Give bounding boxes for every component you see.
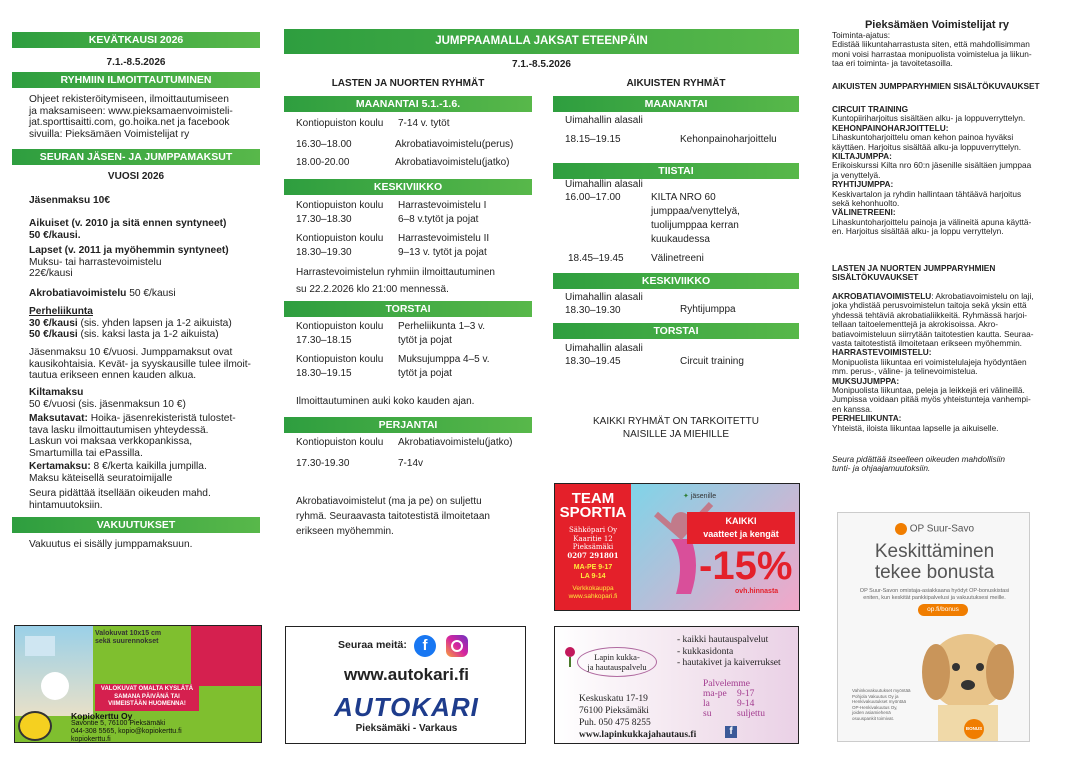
ryhmiin-text: Ohjeet rekisteröitymiseen, ilmoittautumiseen ja maksamiseen: www.pieksamaenvoimisteli- jat.sporttisaitti.com, go.hoika.net ja facebook sivuilla: Pieksämäen Voimistelijat ry xyxy=(29,94,233,140)
m-place: Kontiopuiston koulu xyxy=(296,118,384,129)
lasten-desc-header: LASTEN JA NUORTEN JUMPPARYHMIEN SISÄLTÖKUVAUKSET xyxy=(832,263,996,283)
lasten-desc-list: AKROBATIAVOIMISTELU: Akrobatiavoimistelu on laji, joka yhdistää perusvoimistelun taitoja sekä yksin että yhdessä tehtäviä akrobatialiikkeitä. Ryhmässä harjoi- tellaan taitoelementtejä ja akrokisoissa. Akro- batiavoimisteluun siirrytään taitotestien kautta. Seuraa- vasta taitotestistä ilmoitetaan erikseen myöhemmin. HARRASTEVOIMISTELU: Monipuolista liikuntaa eri voimistelulajeja hyödyntäen mm. perus-, väline- ja telinevoimistelua. MUKSUJUMPPA: Monipuolista liikuntaa, peleja ja leikkejä eri välineillä. Jumpissa voidaan pitää myös yhteistunteja vanhempi- en kanssa. PERHELIIKUNTA: Yhteistä, iloista liikuntaa lapselle ja aikuiselle. xyxy=(832,291,1034,433)
autokari-places: Pieksämäki - Varkaus xyxy=(355,723,458,734)
aikuiset-fee: Aikuiset (v. 2010 ja sitä ennen syntyneet) 50 €/kausi. xyxy=(29,218,227,241)
kevatkausi-header: KEVÄTKAUSI 2026 xyxy=(12,32,260,48)
perjantai-bar: PERJANTAI xyxy=(284,417,532,433)
sportia-logo: TEAM SPORTIA xyxy=(559,490,627,521)
kiltamaksu: Kiltamaksu 50 €/vuosi (sis. jäsenmaksun 10 €) xyxy=(29,387,186,410)
ad-autokari[interactable] xyxy=(285,626,526,744)
kopio-promo: VALOKUVAT OMALTA KYSLÄTÄ SAMANA PÄIVÄNÄ TAI VIIMEISTÄÄN HUOMENNA! xyxy=(95,684,199,711)
a-maanantai-bar: MAANANTAI xyxy=(553,96,799,112)
a-t-class2: Välinetreeni xyxy=(651,253,704,264)
autokari-logo: AUTOKARI xyxy=(334,692,479,722)
maanantai-bar: MAANANTAI 5.1.-1.6. xyxy=(284,96,532,112)
kaikki-note: KAIKKI RYHMÄT ON TARKOITETTU NAISILLE JA MIEHILLE xyxy=(593,416,759,440)
a-m-place: Uimahallin alasali xyxy=(565,115,643,126)
k-note: Harrastevoimistelun ryhmiin ilmoittautuminen su 22.2.2026 klo 21:00 mennessä. xyxy=(296,267,495,295)
perhe-fee: Perheliikunta 30 €/kausi (sis. yhden lapsen ja 1-2 aikuista) 50 €/kausi (sis. kaksi lasta ja 1-2 aikuista) xyxy=(29,306,232,340)
facebook-icon[interactable]: f xyxy=(725,726,737,738)
jasenmaksu: Jäsenmaksu 10€ xyxy=(29,195,110,206)
sportia-price-note: ovh.hinnasta xyxy=(735,588,779,595)
a-keskiviikko-bar: KESKIVIIKKO xyxy=(553,273,799,289)
a-tiistai-bar: TIISTAI xyxy=(553,163,799,179)
a-k-left: Uimahallin alasali 18.30–19.30 xyxy=(565,292,643,316)
toiminta-ajatus: Toiminta-ajatus: Edistää liikuntaharrastusta siten, että mahdollisimman moni voisi harrastaa monipuolista voimistelua ja liikun- taa eri toiminta- ja tavoitetasoilla. xyxy=(832,30,1032,69)
op-logo-icon xyxy=(895,523,907,535)
bonus-tag: BONUS xyxy=(964,719,984,739)
sportia-web: Verkkokauppa www.sahkopari.fi xyxy=(568,585,618,600)
p-time: 17.30-19.30 xyxy=(296,458,350,469)
oikeus-text: Seura pidättää itsellään oikeuden mahd. hintamuutoksiin. xyxy=(29,488,211,511)
sportia-hours: MA-PE 9-17 LA 9-14 xyxy=(573,564,613,580)
instagram-icon[interactable] xyxy=(446,635,468,657)
kopio-text: Valokuvat 10x15 cm sekä suurennokset xyxy=(95,630,162,645)
photo-collage xyxy=(15,626,93,716)
k-row1-right: Harrastevoimistelu I 6–8 v.tytöt ja pojat xyxy=(398,200,487,225)
maksutavat: Maksutavat: Hoika- jäsenrekisteristä tulostet- tava lasku ilmoittautumisen yhteydessä. Laskun voi maksaa verkkopankissa, Smartumilla tai ePassilla. xyxy=(29,413,236,459)
facebook-icon[interactable]: f xyxy=(414,635,436,657)
club-title: Pieksämäen Voimistelijat ry xyxy=(864,19,1010,31)
lapset-fee: Lapset (v. 2011 ja myöhemmin syntyneet) Muksu- tai harrastevoimistelu 22€/kausi xyxy=(29,245,229,279)
t-row1-right: Perheliikunta 1–3 v. tytöt ja pojat xyxy=(398,321,486,346)
t-row2-right: Muksujumppa 4–5 v. tytöt ja pojat xyxy=(398,354,490,379)
vuosi-label: VUOSI 2026 xyxy=(107,171,165,182)
muutokset-note: Seura pidättää itseelleen oikeuden mahdollisiin tunti- ja ohjaajamuutoksiin. xyxy=(832,454,1005,474)
lapin-hours: Palvelemme ma-pe 9-17 la 9-14 su suljettu xyxy=(703,679,765,719)
sportia-club: ✦ jäsenille xyxy=(683,493,717,500)
a-k-class: Ryhtijumppa xyxy=(680,304,736,315)
aik-desc-header: AIKUISTEN JUMPPARYHMIEN SISÄLTÖKUVAUKSET xyxy=(832,81,1040,91)
akro-fee: Akrobatiavoimistelu 50 €/kausi xyxy=(29,288,176,299)
a-to-class: Circuit training xyxy=(680,356,744,367)
ad-lapin-kukka[interactable] xyxy=(554,626,799,744)
lapin-logo: Lapin kukka- ja hautauspalvelu xyxy=(577,647,657,677)
op-brand: OP Suur-Savo xyxy=(838,523,1030,535)
kertamaksu: Kertamaksu: 8 €/kerta kaikilla jumpilla. Maksu käteisellä seuratoimijalle xyxy=(29,461,207,484)
k-row1-left: Kontiopuiston koulu 17.30–18.30 xyxy=(296,200,384,225)
schedule-header: JUMPPAAMALLA JAKSAT ETEENPÄIN xyxy=(284,29,799,54)
ad-sportia[interactable] xyxy=(554,483,800,611)
kopio-contact: Kopiokerttu Oy Savontie 5, 76100 Pieksämäki 044-308 5565, kopio@kopiokerttu.fi kopiokerttu.fi xyxy=(71,711,182,743)
ad-op[interactable] xyxy=(837,512,1030,742)
m-group: 7-14 v. tytöt xyxy=(398,118,450,129)
vakuutukset-text: Vakuutus ei sisälly jumppamaksuun. xyxy=(29,539,193,550)
lapin-services: - kaikki hautauspalvelut - kukkasidonta - hautakivet ja kaiverrukset xyxy=(677,635,781,668)
strawberry-photo xyxy=(191,626,262,686)
lasten-header: LASTEN JA NUORTEN RYHMÄT xyxy=(331,78,485,89)
t-row2-left: Kontiopuiston koulu 18.30–19.15 xyxy=(296,354,384,379)
op-subtext: OP Suur-Savon omistaja-asiakkaana hyödyt OP-bonuskistasi eniten, kun keskität pankkipalvelusi ja vakuutuksesi meille. xyxy=(859,588,1010,601)
a-t-left: Uimahallin alasali 16.00–17.00 xyxy=(565,179,643,203)
a-m-time: 18.15–19.15 xyxy=(565,134,621,145)
sportia-offer: KAIKKI vaatteet ja kengät xyxy=(687,512,795,544)
kopio-logo-icon xyxy=(18,711,52,741)
keskiviikko-bar: KESKIVIIKKO xyxy=(284,179,532,195)
photo-icon xyxy=(15,626,93,716)
autokari-follow: Seuraa meitä: xyxy=(338,639,407,651)
ryhmiin-header: RYHMIIN ILMOITTAUTUMINEN xyxy=(12,72,260,88)
p-class: Akrobatiavoimistelu(jatko) xyxy=(398,437,513,448)
kevatkausi-dates: 7.1.-8.5.2026 xyxy=(106,57,166,68)
op-headline: Keskittäminen tekee bonusta xyxy=(874,541,995,583)
m-time2: 18.00-20.00 xyxy=(296,157,350,168)
sportia-address: Sähköpari Oy Kaaritie 12 Pieksämäki 0207 291801 xyxy=(567,526,619,560)
p-age: 7-14v xyxy=(398,458,424,469)
torstai-bar: TORSTAI xyxy=(284,301,532,317)
schedule-dates: 7.1.-8.5.2026 xyxy=(512,59,571,70)
sportia-panel xyxy=(555,484,631,611)
a-t-time2: 18.45–19.45 xyxy=(568,253,624,264)
aikuisten-header: AIKUISTEN RYHMÄT xyxy=(626,78,726,89)
op-fineprint: Vahinkovakuutukset myöntää Pohjola Vakuutus Oy ja Henkivakuutukset myöntää OP-Henkivakuutus Oy, joiden asiamiehenä osuuspankit toimivat. xyxy=(852,688,911,721)
a-t-right: KILTA NRO 60 jumppaa/venyttelyä, tuolijumppaa kerran kuukaudessa xyxy=(651,192,740,245)
club-logo-icon: ✦ xyxy=(683,493,689,500)
m-time1: 16.30–18.00 xyxy=(296,139,352,150)
a-to-left: Uimahallin alasali 18.30–19.45 xyxy=(565,343,643,367)
sportia-percent: -15% xyxy=(699,544,793,588)
t-row1-left: Kontiopuiston koulu 17.30–18.15 xyxy=(296,321,384,346)
vakuutukset-header: VAKUUTUKSET xyxy=(12,517,260,533)
aik-desc-list: CIRCUIT TRAINING Kuntopiiriharjoitus sisältäen alku- ja loppuverryttelyn. KEHONPAINOHARJOITTELU: Lihaskuntoharjoittelu oman kehon painoa hyväksi käyttäen. Harjoitus sisältää alku-ja loppuverryttelyn. KILTAJUMPPA: Erikoiskurssi Kilta nro 60:n jäsenille sisältäen jumppaa ja venyttelyä. RYHTIJUMPPA: Keskivartalon ja ryhdin hallintaan tähtäävä harjoitus sekä kehonhuolto. VÄLINETREENI: Lihaskuntoharjoittelu painoja ja välineitä apuna käyttä- en. Harjoitus sisältää alku- ja loppu verryttelyn. xyxy=(832,104,1032,237)
k-row2-left: Kontiopuiston koulu 18.30–19.30 xyxy=(296,233,384,258)
k-row2-right: Harrastevoimistelu II 9–13 v. tytöt ja pojat xyxy=(398,233,490,258)
a-m-class: Kehonpainoharjoittelu xyxy=(680,134,777,145)
op-bonus-button[interactable]: op.fi/bonus xyxy=(918,604,968,616)
jasenmaksu-text: Jäsenmaksu 10 €/vuosi. Jumppamaksut ovat kausikohtaisia. Kevät- ja syyskausille tulee ilmoit- tautua erikseen ennen kauden alkua. xyxy=(29,347,251,381)
ad-kopiokerttu[interactable] xyxy=(14,625,262,743)
a-torstai-bar: TORSTAI xyxy=(553,323,799,339)
p-place: Kontiopuiston koulu xyxy=(296,437,384,448)
autokari-web[interactable]: www.autokari.fi xyxy=(343,665,469,684)
t-note: Ilmoittautuminen auki koko kauden ajan. xyxy=(296,396,475,407)
m-class1: Akrobatiavoimistelu(perus) xyxy=(395,139,514,150)
lapin-address: Keskuskatu 17-19 76100 Pieksämäki Puh. 050 475 8255 www.lapinkukkajahautaus.fi xyxy=(579,694,697,740)
jasenmaksut-header: SEURAN JÄSEN- JA JUMPPAMAKSUT xyxy=(12,149,260,165)
akro-note: Akrobatiavoimistelut (ma ja pe) on suljettu ryhmä. Seuraavasta taitotestistä ilmoitetaan erikseen myöhemmin. xyxy=(296,496,490,537)
m-class2: Akrobatiavoimistelu(jatko) xyxy=(395,157,510,168)
